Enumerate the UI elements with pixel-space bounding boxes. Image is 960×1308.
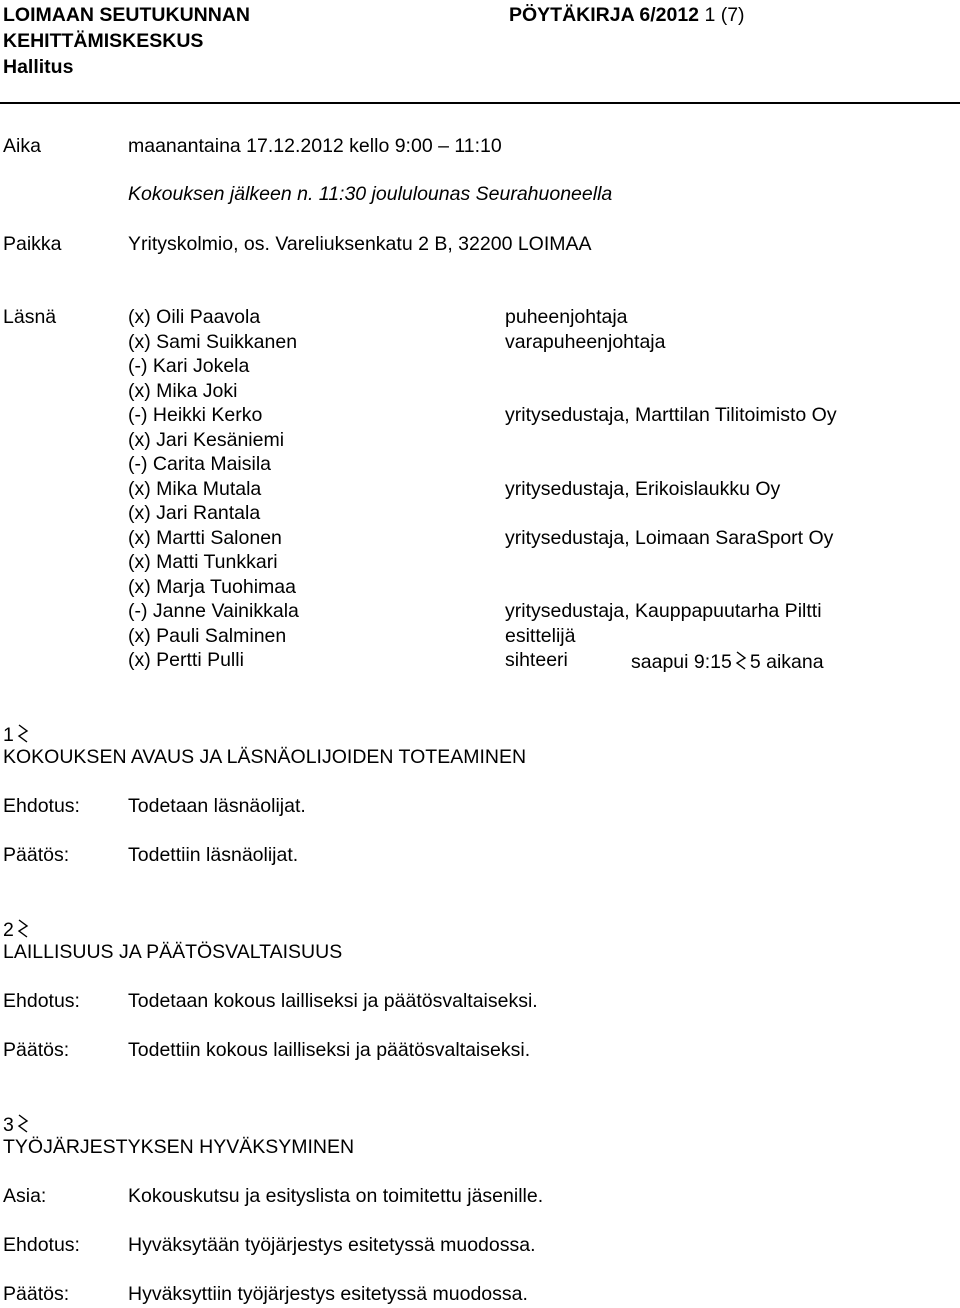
section-title: TYÖJÄRJESTYKSEN HYVÄKSYMINEN bbox=[3, 1136, 355, 1158]
attendee-name: (-) Carita Maisila bbox=[128, 453, 272, 475]
arrival-note-time: saapui 9:15 bbox=[631, 651, 732, 673]
section-number bbox=[3, 724, 32, 746]
section-number bbox=[3, 1114, 32, 1136]
section-number-value: 2 bbox=[3, 919, 14, 941]
attendee-role: puheenjohtaja bbox=[505, 306, 628, 328]
row-label: Ehdotus: bbox=[3, 795, 80, 817]
section-number-value: 3 bbox=[3, 1114, 14, 1136]
aika-note: Kokouksen jälkeen n. 11:30 joululounas Seurahuoneella bbox=[128, 183, 613, 205]
paikka-value: Yrityskolmio, os. Vareliuksenkatu 2 B, 32200 LOIMAA bbox=[128, 233, 592, 255]
aika-value: maanantaina 17.12.2012 kello 9:00 – 11:10 bbox=[128, 135, 502, 157]
section-number-value: 1 bbox=[3, 724, 14, 746]
attendee-role: yritysedustaja, Kauppapuutarha Piltti bbox=[505, 600, 822, 622]
attendee-name: (x) Sami Suikkanen bbox=[128, 331, 298, 353]
attendee-role: yritysedustaja, Marttilan Tilitoimisto Oy bbox=[505, 404, 837, 426]
row-label: Päätös: bbox=[3, 1039, 70, 1061]
attendee-name: (x) Martti Salonen bbox=[128, 527, 282, 549]
row-text: Kokouskutsu ja esityslista on toimitettu jäsenille. bbox=[128, 1185, 544, 1207]
row-text: Todettiin läsnäolijat. bbox=[128, 844, 299, 866]
row-text: Todetaan läsnäolijat. bbox=[128, 795, 306, 817]
attendee-name: (-) Janne Vainikkala bbox=[128, 600, 299, 622]
row-text: Todetaan kokous lailliseksi ja päätösvaltaiseksi. bbox=[128, 990, 538, 1012]
arrival-note bbox=[631, 651, 824, 673]
row-label: Päätös: bbox=[3, 1283, 70, 1305]
row-label: Päätös: bbox=[3, 844, 70, 866]
attendee-role: sihteeri bbox=[505, 649, 568, 671]
section-title: LAILLISUUS JA PÄÄTÖSVALTAISUUS bbox=[3, 941, 343, 963]
attendee-name: (x) Pertti Pulli bbox=[128, 649, 244, 671]
org-name-line2: KEHITTÄMISKESKUS bbox=[3, 30, 204, 52]
attendee-name: (x) Marja Tuohimaa bbox=[128, 576, 296, 598]
attendee-name: (x) Pauli Salminen bbox=[128, 625, 287, 647]
attendee-name: (x) Oili Paavola bbox=[128, 306, 261, 328]
attendee-name: (x) Mika Joki bbox=[128, 380, 238, 402]
section-sign-icon bbox=[17, 1114, 29, 1136]
page-number: 1 (7) bbox=[704, 4, 745, 26]
section-title: KOKOUKSEN AVAUS JA LÄSNÄOLIJOIDEN TOTEAMINEN bbox=[3, 746, 527, 768]
row-text: Hyväksytään työjärjestys esitetyssä muodossa. bbox=[128, 1234, 536, 1256]
attendee-name: (x) Jari Kesäniemi bbox=[128, 429, 285, 451]
document-title-block bbox=[509, 6, 745, 26]
section-number bbox=[3, 919, 32, 941]
attendee-role: yritysedustaja, Loimaan SaraSport Oy bbox=[505, 527, 834, 549]
attendee-role: esittelijä bbox=[505, 625, 576, 647]
lasna-label: Läsnä bbox=[3, 306, 57, 328]
org-name-line1: LOIMAAN SEUTUKUNNAN bbox=[3, 4, 250, 26]
aika-label: Aika bbox=[3, 135, 41, 157]
section-sign-icon bbox=[735, 651, 747, 673]
section-sign-icon bbox=[17, 919, 29, 941]
document-title: PÖYTÄKIRJA 6/2012 bbox=[509, 4, 700, 26]
section-sign-icon bbox=[17, 724, 29, 746]
attendee-name: (-) Kari Jokela bbox=[128, 355, 250, 377]
row-text: Todettiin kokous lailliseksi ja päätösvaltaiseksi. bbox=[128, 1039, 531, 1061]
board-name: Hallitus bbox=[3, 56, 74, 78]
attendee-role: varapuheenjohtaja bbox=[505, 331, 666, 353]
row-text: Hyväksyttiin työjärjestys esitetyssä muodossa. bbox=[128, 1283, 528, 1305]
row-label: Ehdotus: bbox=[3, 1234, 80, 1256]
attendee-name: (x) Matti Tunkkari bbox=[128, 551, 278, 573]
paikka-label: Paikka bbox=[3, 233, 62, 255]
attendee-role: yritysedustaja, Erikoislaukku Oy bbox=[505, 478, 781, 500]
attendee-name: (-) Heikki Kerko bbox=[128, 404, 263, 426]
attendee-name: (x) Jari Rantala bbox=[128, 502, 261, 524]
row-label: Ehdotus: bbox=[3, 990, 80, 1012]
row-label: Asia: bbox=[3, 1185, 47, 1207]
arrival-note-rest: 5 aikana bbox=[749, 651, 824, 673]
attendee-name: (x) Mika Mutala bbox=[128, 478, 262, 500]
header-divider bbox=[0, 102, 960, 104]
